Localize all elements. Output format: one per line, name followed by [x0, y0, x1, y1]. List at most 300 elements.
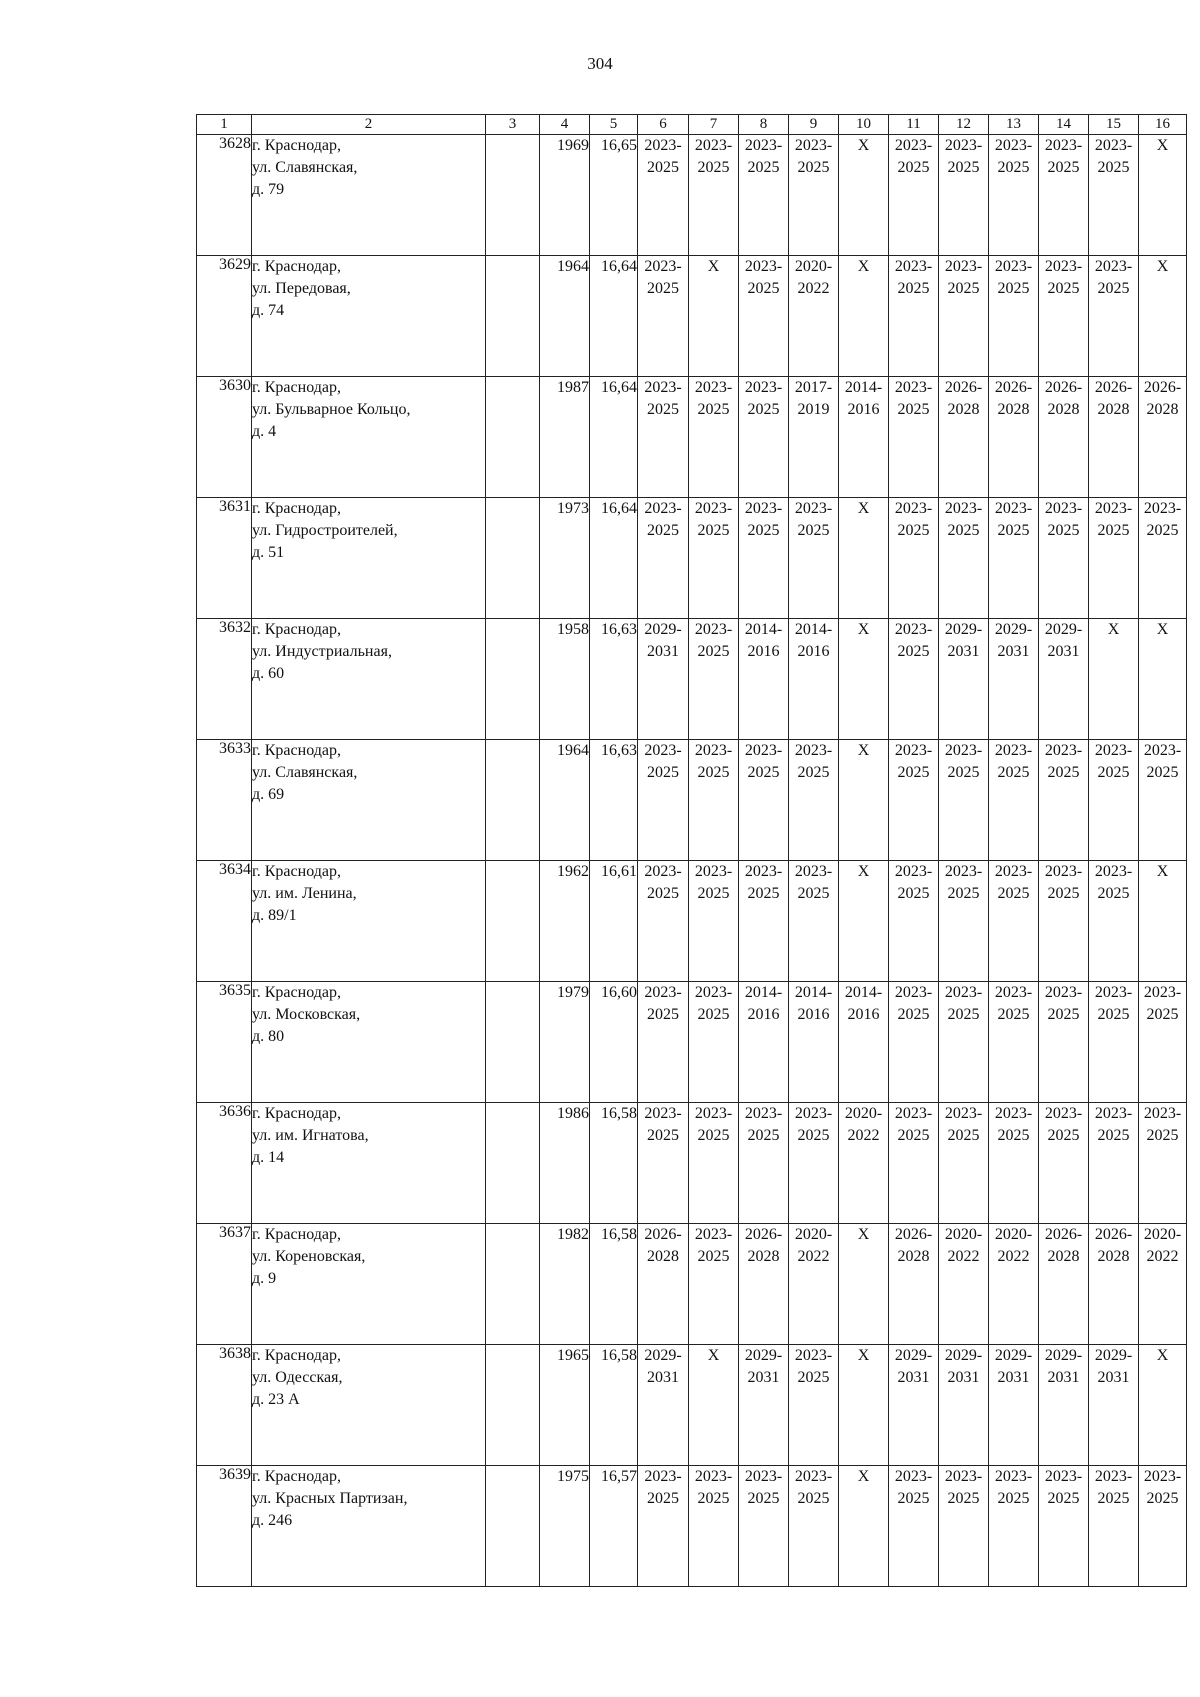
period-line: 2023-	[794, 137, 833, 154]
period-line: 2023-	[694, 500, 733, 517]
address-line: ул. им. Игнатова,	[252, 1127, 369, 1144]
period-line: 2020-	[844, 1105, 883, 1122]
period-line: 2025	[647, 522, 679, 539]
period-cell	[1139, 982, 1187, 1103]
period-line: 2023-	[944, 1105, 983, 1122]
table-row	[197, 1224, 1187, 1345]
period-cell	[939, 740, 989, 861]
table-row	[197, 1345, 1187, 1466]
period-cell	[889, 861, 939, 982]
period-line: Х	[1156, 258, 1169, 275]
period-cell	[1089, 861, 1139, 982]
period-line: 2025	[797, 764, 830, 781]
period-cell	[889, 619, 939, 740]
column-header: 5	[590, 115, 638, 135]
period-line: 2016	[747, 643, 780, 660]
period-line: 2031	[947, 1369, 980, 1386]
column-header: 7	[689, 115, 739, 135]
period-line: 2025	[1047, 1490, 1080, 1507]
period-line: 2026-	[1094, 379, 1133, 396]
period-cell	[1139, 498, 1187, 619]
row-number: 3632	[197, 619, 252, 740]
empty-cell	[486, 982, 540, 1103]
period-line: 2023-	[694, 984, 733, 1001]
address-line: г. Краснодар,	[252, 621, 341, 638]
period-line: 2025	[947, 1490, 980, 1507]
period-line: 2020-	[794, 1226, 833, 1243]
period-cell	[1039, 1224, 1089, 1345]
period-line: 2023-	[894, 1105, 933, 1122]
period-line: 2031	[647, 643, 679, 660]
address-line: ул. Передовая,	[252, 280, 351, 297]
period-cell	[889, 1345, 939, 1466]
period-line: 2023-	[694, 1105, 733, 1122]
year-cell: 1986	[540, 1103, 590, 1224]
period-cell	[789, 498, 839, 619]
period-line: 2025	[1146, 522, 1179, 539]
period-cell	[1139, 740, 1187, 861]
period-line: 2023-	[1094, 258, 1133, 275]
period-line: 2023-	[644, 863, 682, 880]
period-line: 2031	[997, 1369, 1030, 1386]
address-line: д. 51	[252, 544, 285, 561]
period-line: 2023-	[994, 137, 1033, 154]
value-cell: 16,60	[590, 982, 638, 1103]
column-header: 2	[252, 115, 486, 135]
year-cell: 1979	[540, 982, 590, 1103]
period-line: 2023-	[644, 1105, 682, 1122]
period-line: 2025	[997, 885, 1030, 902]
period-cell	[689, 1345, 739, 1466]
period-line: 2023-	[894, 742, 933, 759]
period-cell	[1089, 619, 1139, 740]
period-cell	[989, 861, 1039, 982]
period-cell	[689, 861, 739, 982]
period-cell	[789, 982, 839, 1103]
period-line: 2025	[697, 1490, 730, 1507]
period-line: 2025	[947, 1006, 980, 1023]
period-line: 2023-	[894, 137, 933, 154]
period-line: 2023-	[644, 500, 682, 517]
period-line: 2025	[897, 643, 930, 660]
period-line: 2023-	[894, 1468, 933, 1485]
period-cell	[839, 740, 889, 861]
address-line: ул. Кореновская,	[252, 1248, 366, 1265]
address-line: д. 246	[252, 1512, 293, 1529]
row-number: 3634	[197, 861, 252, 982]
period-line: 2025	[1097, 159, 1130, 176]
address-line: д. 74	[252, 302, 285, 319]
period-line: 2023-	[894, 379, 933, 396]
period-cell	[939, 135, 989, 256]
period-line: 2023-	[644, 258, 682, 275]
period-cell	[1089, 377, 1139, 498]
period-line: 2025	[897, 522, 930, 539]
period-line: 2025	[947, 1127, 980, 1144]
period-line: 2025	[897, 280, 930, 297]
period-cell	[638, 1224, 689, 1345]
year-cell: 1962	[540, 861, 590, 982]
period-line: 2025	[897, 1490, 930, 1507]
period-line: 2023-	[744, 500, 783, 517]
column-header: 8	[739, 115, 789, 135]
period-line: 2025	[1097, 1490, 1130, 1507]
period-line: 2029-	[1094, 1347, 1133, 1364]
period-line: 2023-	[694, 1226, 733, 1243]
period-cell	[939, 1103, 989, 1224]
period-cell	[638, 1345, 689, 1466]
period-line: 2025	[1146, 1490, 1179, 1507]
period-line: 2026-	[1044, 1226, 1083, 1243]
row-number: 3636	[197, 1103, 252, 1224]
period-line: 2014-	[794, 984, 833, 1001]
address-line: д. 23 А	[252, 1391, 300, 1408]
row-number: 3629	[197, 256, 252, 377]
period-cell	[638, 619, 689, 740]
address-line: ул. Московская,	[252, 1006, 361, 1023]
period-line: 2026-	[994, 379, 1033, 396]
period-cell	[789, 861, 839, 982]
period-cell	[739, 256, 789, 377]
period-cell	[889, 256, 939, 377]
period-line: 2022	[797, 1248, 830, 1265]
period-cell	[1039, 1103, 1089, 1224]
column-header: 13	[989, 115, 1039, 135]
period-line: 2025	[947, 764, 980, 781]
address-cell	[252, 135, 486, 256]
table-row	[197, 1103, 1187, 1224]
period-cell	[1089, 135, 1139, 256]
period-line: 2023-	[944, 1468, 983, 1485]
period-cell	[1089, 1103, 1139, 1224]
period-line: Х	[857, 1468, 870, 1485]
period-line: Х	[857, 137, 870, 154]
empty-cell	[486, 861, 540, 982]
period-cell	[839, 619, 889, 740]
period-line: 2025	[747, 159, 780, 176]
period-line: 2031	[1047, 643, 1080, 660]
address-line: д. 9	[252, 1270, 277, 1287]
period-line: 2028	[1047, 401, 1080, 418]
period-cell	[1139, 135, 1187, 256]
period-line: 2014-	[744, 984, 783, 1001]
year-cell: 1987	[540, 377, 590, 498]
period-line: Х	[857, 863, 870, 880]
period-line: 2023-	[994, 742, 1033, 759]
address-line: г. Краснодар,	[252, 984, 341, 1001]
address-line: д. 14	[252, 1149, 285, 1166]
period-cell	[989, 740, 1039, 861]
period-cell	[689, 982, 739, 1103]
address-line: г. Краснодар,	[252, 1468, 341, 1485]
value-cell: 16,63	[590, 740, 638, 861]
empty-cell	[486, 1224, 540, 1345]
period-line: 2028	[897, 1248, 930, 1265]
period-line: 2029-	[1044, 621, 1083, 638]
column-header: 14	[1039, 115, 1089, 135]
period-cell	[839, 1103, 889, 1224]
period-line: 2025	[1047, 280, 1080, 297]
row-number: 3639	[197, 1466, 252, 1587]
period-line: 2025	[697, 159, 730, 176]
value-cell: 16,57	[590, 1466, 638, 1587]
period-line: 2023-	[894, 621, 933, 638]
period-line: 2025	[1097, 280, 1130, 297]
period-line: 2025	[997, 280, 1030, 297]
period-cell	[1089, 498, 1139, 619]
period-line: 2025	[1047, 1127, 1080, 1144]
period-line: 2029-	[644, 1347, 682, 1364]
period-line: 2026-	[1094, 1226, 1133, 1243]
address-line: д. 4	[252, 423, 277, 440]
period-line: 2023-	[994, 1105, 1033, 1122]
period-line: 2023-	[894, 258, 933, 275]
period-cell	[1089, 982, 1139, 1103]
period-cell	[739, 498, 789, 619]
period-cell	[739, 377, 789, 498]
period-line: 2031	[747, 1369, 780, 1386]
empty-cell	[486, 1466, 540, 1587]
address-line: ул. Славянская,	[252, 159, 358, 176]
period-line: 2023-	[1094, 742, 1133, 759]
empty-cell	[486, 135, 540, 256]
table-row	[197, 740, 1187, 861]
value-cell: 16,64	[590, 256, 638, 377]
empty-cell	[486, 1345, 540, 1466]
period-cell	[839, 498, 889, 619]
period-cell	[789, 1224, 839, 1345]
address-line: д. 80	[252, 1028, 285, 1045]
table-row	[197, 619, 1187, 740]
period-cell	[839, 1466, 889, 1587]
period-line: 2023-	[1143, 984, 1182, 1001]
period-line: 2023-	[994, 984, 1033, 1001]
period-line: 2023-	[1143, 500, 1182, 517]
year-cell: 1969	[540, 135, 590, 256]
period-line: 2026-	[1044, 379, 1083, 396]
period-line: 2020-	[994, 1226, 1033, 1243]
row-number: 3630	[197, 377, 252, 498]
period-line: 2022	[847, 1127, 880, 1144]
period-cell	[638, 135, 689, 256]
period-cell	[939, 1466, 989, 1587]
period-cell	[889, 1224, 939, 1345]
period-line: 2025	[697, 1006, 730, 1023]
empty-cell	[486, 619, 540, 740]
period-line: 2025	[947, 522, 980, 539]
period-line: 2023-	[944, 258, 983, 275]
period-line: Х	[857, 500, 870, 517]
period-line: 2025	[697, 1127, 730, 1144]
period-line: 2031	[647, 1369, 679, 1386]
period-line: 2025	[947, 159, 980, 176]
year-cell: 1975	[540, 1466, 590, 1587]
table-row	[197, 377, 1187, 498]
period-line: 2023-	[894, 500, 933, 517]
period-cell	[939, 256, 989, 377]
period-cell	[989, 498, 1039, 619]
period-line: 2022	[797, 280, 830, 297]
period-line: Х	[1156, 1347, 1169, 1364]
period-cell	[1039, 377, 1089, 498]
period-line: Х	[707, 1347, 720, 1364]
period-cell	[1139, 256, 1187, 377]
period-line: 2023-	[644, 137, 682, 154]
value-cell: 16,65	[590, 135, 638, 256]
table-row	[197, 861, 1187, 982]
period-line: 2023-	[944, 863, 983, 880]
period-cell	[1089, 256, 1139, 377]
period-cell	[638, 377, 689, 498]
period-line: 2025	[647, 401, 679, 418]
period-cell	[1039, 256, 1089, 377]
period-line: 2029-	[944, 621, 983, 638]
period-line: 2022	[947, 1248, 980, 1265]
period-cell	[689, 1466, 739, 1587]
period-cell	[989, 1224, 1039, 1345]
period-line: 2025	[897, 764, 930, 781]
period-cell	[789, 135, 839, 256]
period-line: 2025	[647, 159, 679, 176]
period-line: 2025	[697, 401, 730, 418]
period-cell	[689, 135, 739, 256]
period-line: 2023-	[744, 742, 783, 759]
period-cell	[1039, 1466, 1089, 1587]
period-line: Х	[857, 258, 870, 275]
period-cell	[839, 1345, 889, 1466]
period-line: 2023-	[994, 258, 1033, 275]
row-number: 3635	[197, 982, 252, 1103]
address-line: г. Краснодар,	[252, 258, 341, 275]
period-line: 2023-	[894, 984, 933, 1001]
column-header: 15	[1089, 115, 1139, 135]
period-line: 2025	[697, 885, 730, 902]
period-line: 2025	[647, 764, 679, 781]
period-line: 2023-	[994, 1468, 1033, 1485]
period-cell	[839, 377, 889, 498]
period-line: 2025	[797, 1490, 830, 1507]
period-line: 2023-	[1044, 1468, 1083, 1485]
address-line: ул. Индустриальная,	[252, 643, 392, 660]
period-cell	[789, 1345, 839, 1466]
address-line: ул. Славянская,	[252, 764, 358, 781]
period-line: 2029-	[1044, 1347, 1083, 1364]
period-line: 2025	[1047, 764, 1080, 781]
table-row	[197, 135, 1187, 256]
period-cell	[638, 1466, 689, 1587]
period-cell	[1089, 1345, 1139, 1466]
period-cell	[689, 1224, 739, 1345]
period-line: 2023-	[1094, 500, 1133, 517]
address-line: г. Краснодар,	[252, 1347, 341, 1364]
address-line: г. Краснодар,	[252, 742, 341, 759]
column-header: 4	[540, 115, 590, 135]
period-line: 2028	[747, 1248, 780, 1265]
period-cell	[939, 377, 989, 498]
column-header: 1	[197, 115, 252, 135]
period-line: 2029-	[894, 1347, 933, 1364]
period-line: 2023-	[744, 1468, 783, 1485]
period-cell	[889, 377, 939, 498]
year-cell: 1982	[540, 1224, 590, 1345]
period-line: 2025	[947, 885, 980, 902]
period-line: 2025	[697, 1248, 730, 1265]
period-cell	[839, 1224, 889, 1345]
period-cell	[1139, 1224, 1187, 1345]
period-line: 2028	[1097, 1248, 1130, 1265]
period-line: 2023-	[994, 500, 1033, 517]
period-line: 2023-	[1044, 137, 1083, 154]
period-line: 2023-	[694, 742, 733, 759]
period-cell	[939, 619, 989, 740]
period-line: 2023-	[1143, 1468, 1182, 1485]
period-line: 2028	[997, 401, 1030, 418]
period-line: 2023-	[744, 379, 783, 396]
period-cell	[789, 619, 839, 740]
row-number: 3628	[197, 135, 252, 256]
period-line: 2023-	[1044, 863, 1083, 880]
year-cell: 1958	[540, 619, 590, 740]
period-line: 2026-	[744, 1226, 783, 1243]
period-line: 2026-	[944, 379, 983, 396]
year-cell: 1964	[540, 740, 590, 861]
period-line: 2025	[697, 643, 730, 660]
period-line: 2025	[747, 401, 780, 418]
period-line: 2023-	[794, 1468, 833, 1485]
period-cell	[939, 982, 989, 1103]
value-cell: 16,58	[590, 1345, 638, 1466]
address-cell	[252, 1345, 486, 1466]
period-line: 2014-	[794, 621, 833, 638]
period-line: Х	[707, 258, 720, 275]
period-cell	[1039, 740, 1089, 861]
address-cell	[252, 740, 486, 861]
period-line: 2026-	[1143, 379, 1182, 396]
period-line: 2023-	[794, 1105, 833, 1122]
address-cell	[252, 1466, 486, 1587]
period-cell	[889, 982, 939, 1103]
period-line: 2023-	[744, 1105, 783, 1122]
period-line: 2031	[897, 1369, 930, 1386]
value-cell: 16,61	[590, 861, 638, 982]
period-line: Х	[1107, 621, 1120, 638]
period-line: 2023-	[744, 137, 783, 154]
period-line: 2023-	[694, 1468, 733, 1485]
period-line: 2025	[797, 159, 830, 176]
table-row	[197, 256, 1187, 377]
period-cell	[889, 1466, 939, 1587]
column-header: 16	[1139, 115, 1187, 135]
row-number: 3637	[197, 1224, 252, 1345]
value-cell: 16,58	[590, 1224, 638, 1345]
period-line: 2025	[1097, 1127, 1130, 1144]
address-line: г. Краснодар,	[252, 1226, 341, 1243]
period-line: 2025	[897, 401, 930, 418]
period-cell	[689, 740, 739, 861]
period-cell	[1139, 1103, 1187, 1224]
period-line: Х	[857, 1226, 870, 1243]
period-line: 2014-	[744, 621, 783, 638]
period-line: Х	[1156, 863, 1169, 880]
period-cell	[939, 1345, 989, 1466]
period-cell	[989, 256, 1039, 377]
period-line: 2023-	[1094, 1468, 1133, 1485]
address-line: г. Краснодар,	[252, 137, 341, 154]
period-line: 2023-	[1044, 500, 1083, 517]
period-cell	[889, 740, 939, 861]
address-line: ул. Гидростроителей,	[252, 522, 398, 539]
period-line: 2026-	[644, 1226, 682, 1243]
